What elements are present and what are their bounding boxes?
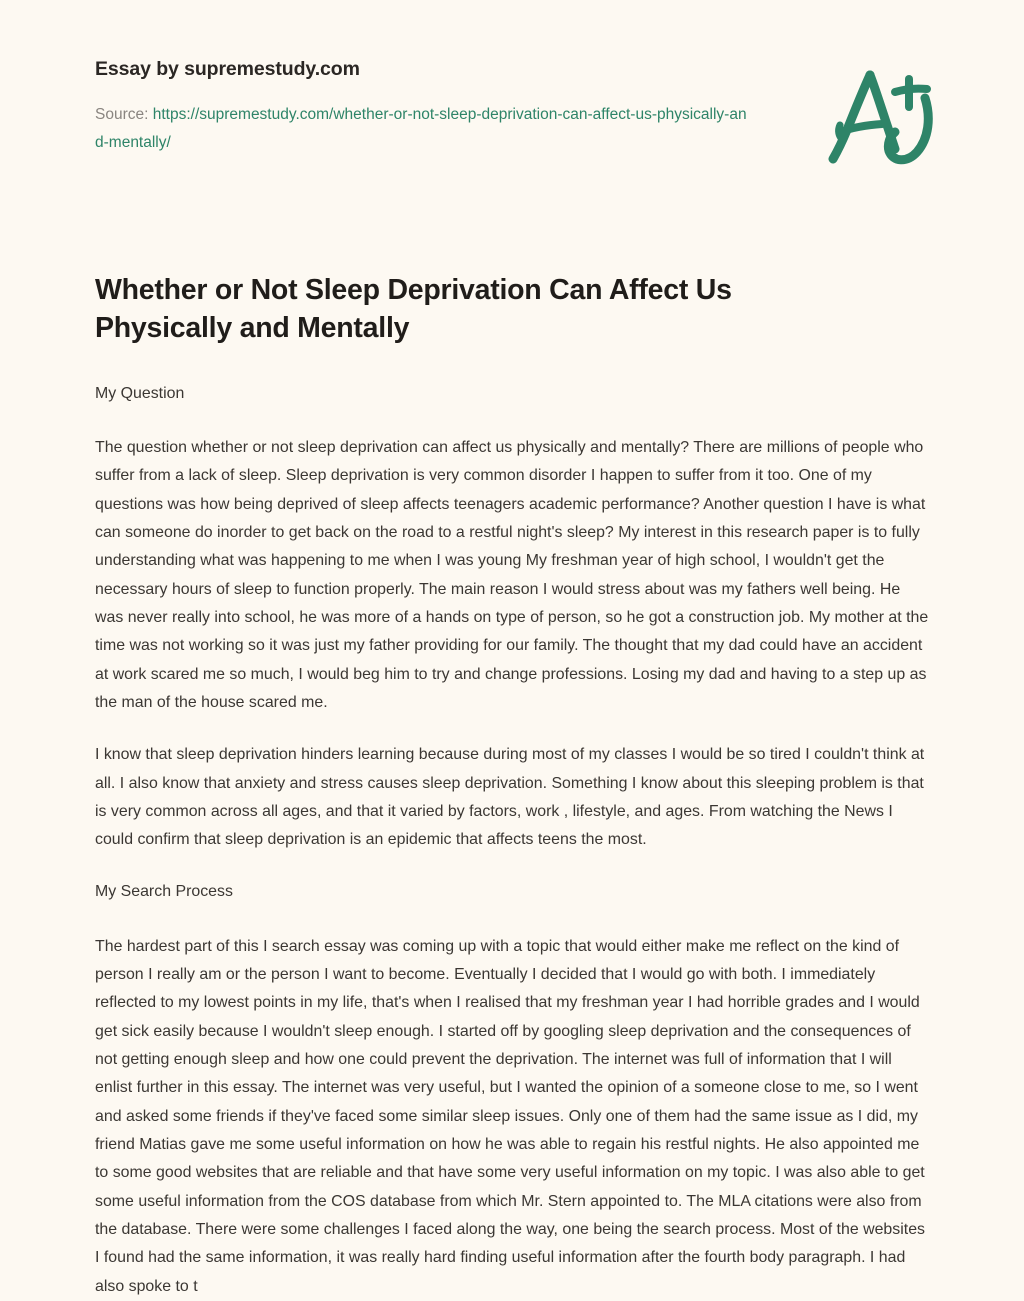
paragraph: The hardest part of this I search essay was coming up with a topic that would either make me reflect on the kind of person I really am or the person I want to become. Eventually I decided that I would go with both. I immediately reflected to my lowest points in my life, that's when I realised that my freshman year I had horrible grades and I would get sick easily because I wouldn't sleep enough. I started off by googling sleep deprivation and the consequences of not getting enough sleep and how one could prevent the deprivation. The internet was full of information that I will enlist further in this essay. The internet was very useful, but I wanted the opinion of a someone close to me, so I went and asked some friends if they've faced some similar sleep issues. Only one of them had the same issue as I did, my friend Matias gave me some useful information on how he was able to regain his restful nights. He also appointed me to some good websites that are reliable and that have some very useful information on my topic. I was also able to get some useful information from the COS database from which Mr. Stern appointed to. The MLA citations were also from the database. There were some challenges I faced along the way, one being the search process. Most of the websites I found had the same information, it was really hard finding useful information after the fourth body paragraph. I had also spoke to t <box>95 937 926 1295</box>
essay-body <box>95 380 929 1301</box>
brand-byline: Essay by supremestudy.com <box>95 58 360 80</box>
a-plus-logo-icon <box>821 62 939 174</box>
source-label: Source: <box>95 106 149 124</box>
section-heading: My Search Process <box>95 883 233 901</box>
paragraph: I know that sleep deprivation hinders learning because during most of my classes I would be so tired I couldn't think at all. I also know that anxiety and stress causes sleep deprivation. Something I know about this sleeping problem is that is very common across all ages, and that it varied by factors, work , lifestyle, and ages. From watching the News I could confirm that sleep deprivation is an epidemic that affects teens the most. <box>95 746 925 849</box>
section-heading: My Question <box>95 384 185 402</box>
page-title: Whether or Not Sleep Deprivation Can Affect Us Physically and Mentally <box>95 274 732 344</box>
source-line <box>95 101 755 155</box>
source-url-link[interactable]: https://supremestudy.com/whether-or-not-sleep-deprivation-can-affect-us-physically-and-mentally/ <box>95 106 747 151</box>
page-header <box>95 0 929 176</box>
paragraph: The question whether or not sleep deprivation can affect us physically and mentally? There are millions of people who suffer from a lack of sleep. Sleep deprivation is very common disorder I happen to suffer from it too. One of my questions was how being deprived of sleep affects teenagers academic performance? Another question I have is what can someone do inorder to get back on the road to a restful night's sleep? My interest in this research paper is to fully understanding what was happening to me when I was young My freshman year of high school, I wouldn't get the necessary hours of sleep to function properly. The main reason I would stress about was my fathers well being. He was never really into school, he was more of a hands on type of person, so he got a construction job. My mother at the time was not working so it was just my father providing for our family. The thought that my dad could have an accident at work scared me so much, I would beg him to try and change professions. Losing my dad and having to a step up as the man of the house scared me. <box>95 439 929 711</box>
